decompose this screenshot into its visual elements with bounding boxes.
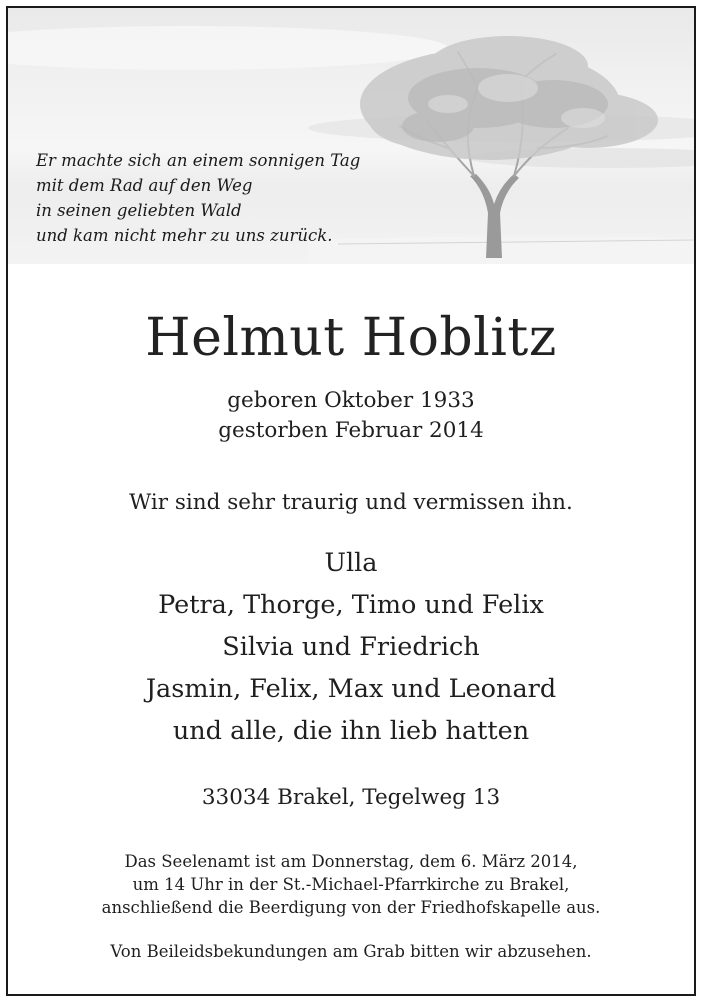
- quote-line: in seinen geliebten Wald: [36, 201, 242, 220]
- service-line: um 14 Uhr in der St.-Michael-Pfarrkirche zu Brakel,: [132, 875, 570, 894]
- mourner-line: Silvia und Friedrich: [222, 632, 480, 662]
- mourner-line: Jasmin, Felix, Max und Leonard: [145, 674, 557, 704]
- memorial-quote: [36, 148, 360, 248]
- mourners-list: [8, 542, 694, 752]
- grief-message: Wir sind sehr traurig und vermissen ihn.: [129, 490, 573, 515]
- quote-line: mit dem Rad auf den Weg: [36, 176, 253, 195]
- header-banner: [8, 8, 694, 264]
- service-line: anschließend die Beerdigung von der Friedhofskapelle aus.: [101, 898, 601, 917]
- death-date: gestorben Februar 2014: [218, 418, 484, 443]
- obituary-notice: [6, 6, 696, 996]
- mourner-line: Petra, Thorge, Timo und Felix: [158, 590, 544, 620]
- mourner-line: Ulla: [324, 548, 378, 578]
- service-line: Das Seelenamt ist am Donnerstag, dem 6. März 2014,: [124, 852, 578, 871]
- condolence-note: Von Beileidsbekundungen am Grab bitten wir abzusehen.: [110, 942, 592, 961]
- birth-date: geboren Oktober 1933: [227, 388, 475, 413]
- service-details: [8, 850, 694, 919]
- deceased-name: Helmut Hoblitz: [145, 308, 557, 368]
- life-dates: [8, 386, 694, 446]
- quote-line: und kam nicht mehr zu uns zurück.: [36, 226, 333, 245]
- quote-line: Er machte sich an einem sonnigen Tag: [36, 151, 361, 170]
- family-address: 33034 Brakel, Tegelweg 13: [201, 785, 501, 810]
- mourner-line: und alle, die ihn lieb hatten: [172, 716, 530, 746]
